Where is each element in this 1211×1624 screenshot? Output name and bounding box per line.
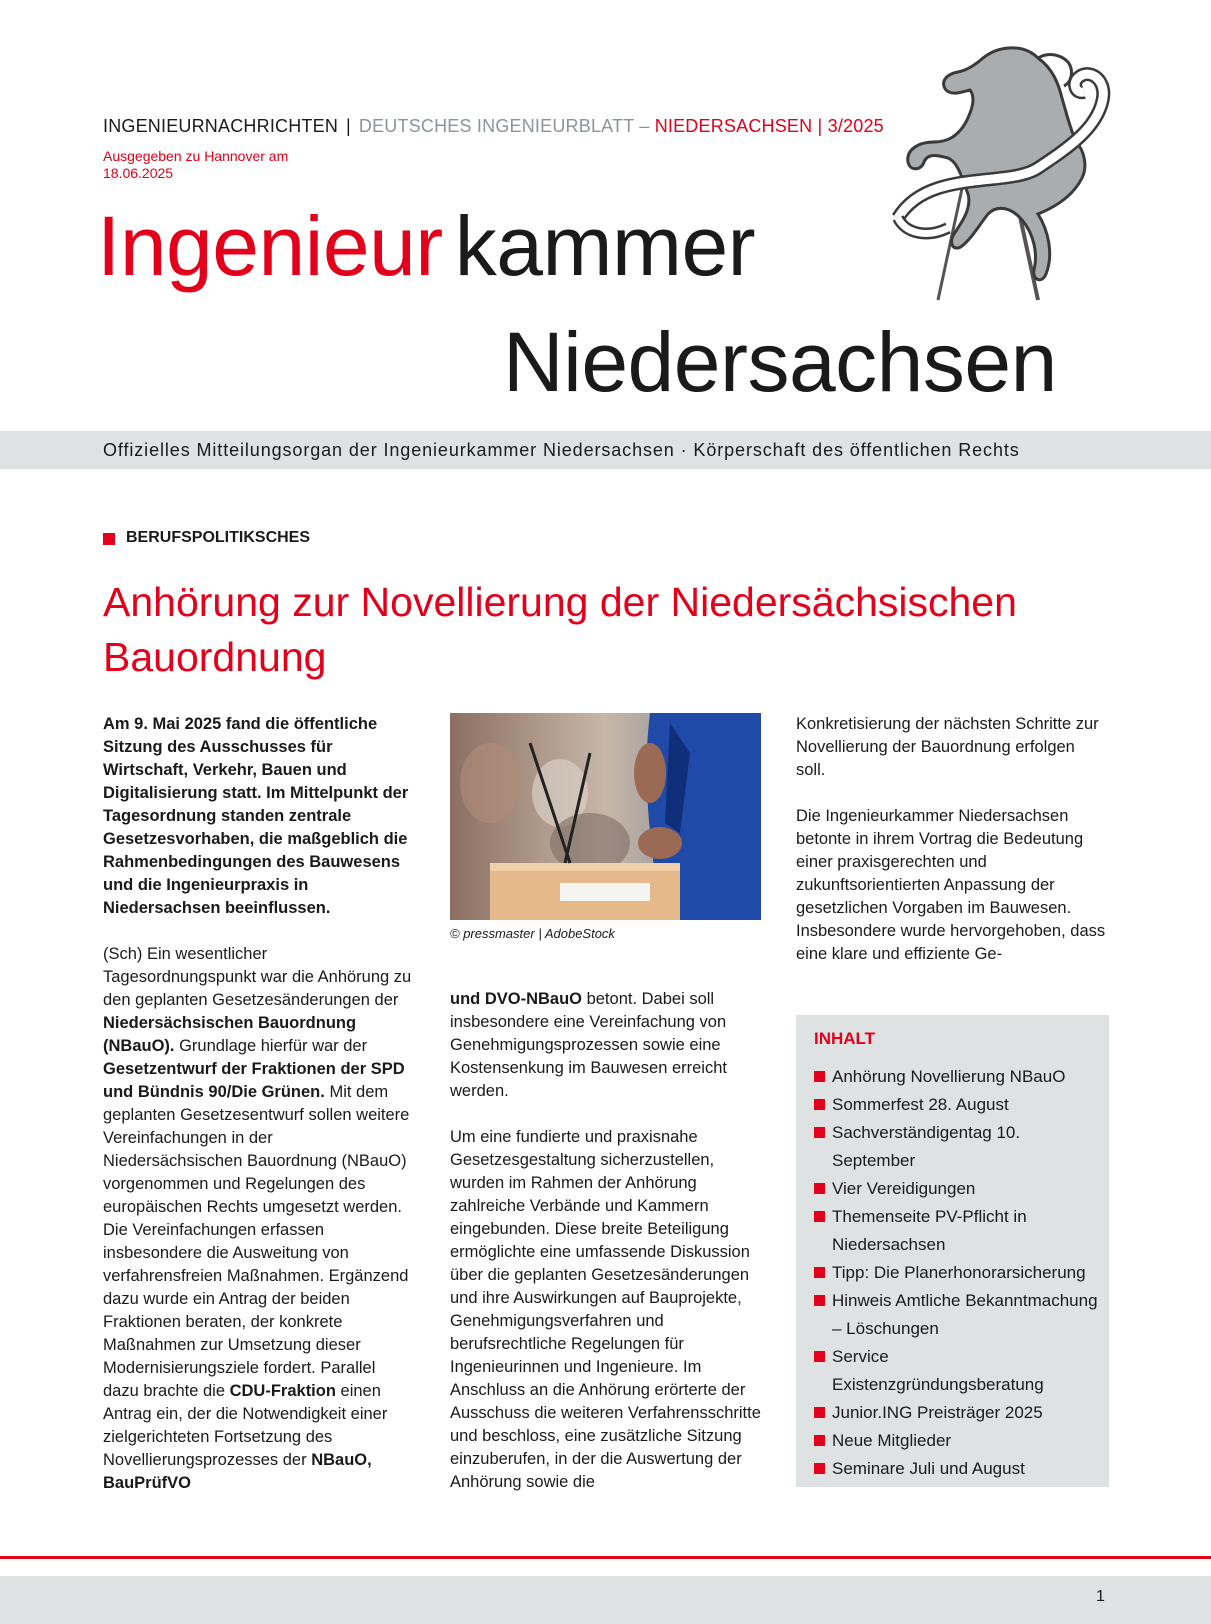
article-body-1	[103, 943, 415, 1495]
toc-item[interactable]	[814, 1203, 1104, 1259]
toc-item[interactable]	[814, 1119, 1104, 1175]
photo-caption: © pressmaster | AdobeStock	[450, 926, 615, 941]
toc-item-label: Seminare Juli und August	[832, 1459, 1025, 1478]
toc-item-label: Sommerfest 28. August	[832, 1095, 1009, 1114]
publication-subtitle: Offizielles Mitteilungsorgan der Ingenieurkammer Niedersachsen · Körperschaft des öffentlichen Rechts	[103, 440, 1020, 460]
toc-item-label: Tipp: Die Planerhonorarsicherung	[832, 1263, 1086, 1282]
body-bold: und DVO-NBauO	[450, 990, 582, 1008]
section-label: BERUFSPOLITIKSCHES	[126, 529, 311, 546]
magazine-name: DEUTSCHES INGENIEURBLATT –	[358, 116, 650, 136]
toc-item[interactable]	[814, 1091, 1104, 1119]
toc-item[interactable]	[814, 1287, 1104, 1343]
toc-bullet-icon	[814, 1407, 825, 1418]
toc-bullet-icon	[814, 1295, 825, 1306]
article-headline: Anhörung zur Novellierung der Niedersächsischen Bauordnung	[103, 579, 1017, 680]
article-lead: Am 9. Mai 2025 fand die öffentliche Sitzung des Ausschusses für Wirtschaft, Verkehr, Bauen und Digitalisierung statt. Im Mittelpunkt der Tagesordnung standen zentrale Gesetzesvorhaben, die maßgeblich die Rahmenbedingungen des Bauwesens und die Ingenieurpraxis in Niedersachsen beeinflussen.	[103, 715, 409, 917]
body-bold: Gesetzentwurf der Fraktionen der SPD und Bündnis 90/Die Grünen.	[103, 1060, 405, 1101]
horse-compass-logo-icon	[888, 38, 1120, 308]
body-text: betont. Dabei soll insbesondere eine Vereinfachung von Genehmigungsprozessen sowie eine Kostensenkung im Bauwesen erreicht werden.	[450, 990, 727, 1100]
toc-item-label: Vier Vereidigungen	[832, 1179, 976, 1198]
brand-title-line2: Niedersachsen	[503, 315, 1057, 409]
body-text: Grundlage hierfür war der	[174, 1037, 368, 1055]
article-column-3	[796, 713, 1108, 966]
toc-item[interactable]	[814, 1175, 1104, 1203]
toc-bullet-icon	[814, 1211, 825, 1222]
article-body-4: Konkretisierung der nächsten Schritte zur Novellierung der Bauordnung erfolgen soll.	[796, 715, 1099, 779]
toc-bullet-icon	[814, 1435, 825, 1446]
footer-rule	[0, 1556, 1211, 1559]
article-column-1	[103, 713, 415, 1495]
toc-list	[814, 1063, 1104, 1483]
body-text: (Sch) Ein wesentlicher Tagesordnungspunkt war die Anhörung zu den geplanten Gesetzesänderungen der	[103, 945, 412, 1009]
toc-item-label: Neue Mitglieder	[832, 1431, 952, 1450]
toc-item[interactable]	[814, 1399, 1104, 1427]
body-bold: CDU-Fraktion	[229, 1382, 336, 1400]
publication-name: INGENIEURNACHRICHTEN	[103, 116, 339, 136]
toc-item-label: Hinweis Amtliche Bekanntmachung – Löschungen	[832, 1291, 1098, 1338]
toc-bullet-icon	[814, 1463, 825, 1474]
article-photo	[450, 713, 761, 920]
section-marker-icon	[103, 533, 115, 545]
masthead-line	[103, 116, 884, 137]
toc-item[interactable]	[814, 1259, 1104, 1287]
article-body-3: Um eine fundierte und praxisnahe Gesetzesgestaltung sicherzustellen, wurden im Rahmen der Anhörung zahlreiche Verbände und Kammern eingebunden. Diese breite Beteiligung ermöglichte eine umfassende Diskussion über die geplanten Gesetzesänderungen und ihre Auswirkungen auf Bauprojekte, Genehmigungsverfahren und berufsrechtliche Regelungen für Ingenieurinnen und Ingenieure. Im Anschluss an die Anhörung erörterte der Ausschuss die weiteren Verfahrensschritte und beschloss, eine zusätzliche Sitzung einzuberufen, in der die Auswertung der Anhörung sowie die	[450, 1128, 761, 1491]
body-text: einen Antrag ein, der die Notwendigkeit einer zielgerichteten Fortsetzung des Novellierungsprozesses der	[103, 1382, 388, 1469]
page-number: 1	[1096, 1588, 1105, 1605]
toc-item-label: Anhörung Novellierung NBauO	[832, 1067, 1066, 1086]
article-body-2	[450, 988, 762, 1103]
toc-item[interactable]	[814, 1427, 1104, 1455]
toc-bullet-icon	[814, 1351, 825, 1362]
issued-date: Ausgegeben zu Hannover am 18.06.2025	[103, 148, 289, 181]
toc-bullet-icon	[814, 1099, 825, 1110]
body-bold: Niedersächsischen Bauordnung (NBauO).	[103, 1014, 357, 1055]
issue-label: NIEDERSACHSEN | 3/2025	[654, 116, 884, 136]
brand-kammer: kammer	[454, 199, 756, 293]
masthead-separator: |	[346, 116, 351, 136]
toc-bullet-icon	[814, 1267, 825, 1278]
article-column-2	[450, 988, 762, 1494]
toc-item-label: Service Existenzgründungsberatung	[832, 1347, 1044, 1394]
brand-ingenieur: Ingenieur	[97, 199, 443, 293]
toc-item-label: Sachverständigentag 10. September	[832, 1123, 1021, 1170]
toc-title: INHALT	[814, 1029, 876, 1048]
toc-bullet-icon	[814, 1127, 825, 1138]
toc-item[interactable]	[814, 1343, 1104, 1399]
toc-item-label: Junior.ING Preisträger 2025	[832, 1403, 1043, 1422]
toc-item[interactable]	[814, 1455, 1104, 1483]
toc-bullet-icon	[814, 1071, 825, 1082]
toc-item-label: Themenseite PV-Pflicht in Niedersachsen	[832, 1207, 1027, 1254]
footer-bar	[0, 1576, 1211, 1624]
brand-title-line1	[97, 198, 755, 294]
article-body-5: Die Ingenieurkammer Niedersachsen betonte in ihrem Vortrag die Bedeutung einer praxisgerechten und zukunftsorientierten Anpassung der gesetzlichen Vorgaben im Bauwesen. Insbesondere wurde hervorgehoben, dass eine klare und effiziente Ge-	[796, 807, 1106, 963]
body-bold: NBauO, BauPrüfVO	[103, 1451, 372, 1492]
toc-item[interactable]	[814, 1063, 1104, 1091]
body-text: Mit dem geplanten Gesetzesentwurf sollen weitere Vereinfachungen in der Niedersächsischen Bauordnung (NBauO) vorgenommen und Regelungen des europäischen Rechts umgesetzt werden. Die Vereinfachungen erfassen insbesondere die Ausweitung von verfahrensfreien Maßnahmen. Ergänzend dazu wurde ein Antrag der beiden Fraktionen beraten, der konkrete Maßnahmen zur Umsetzung dieser Modernisierungsziele fordert. Parallel dazu brachte die	[103, 1083, 410, 1400]
toc-bullet-icon	[814, 1183, 825, 1194]
